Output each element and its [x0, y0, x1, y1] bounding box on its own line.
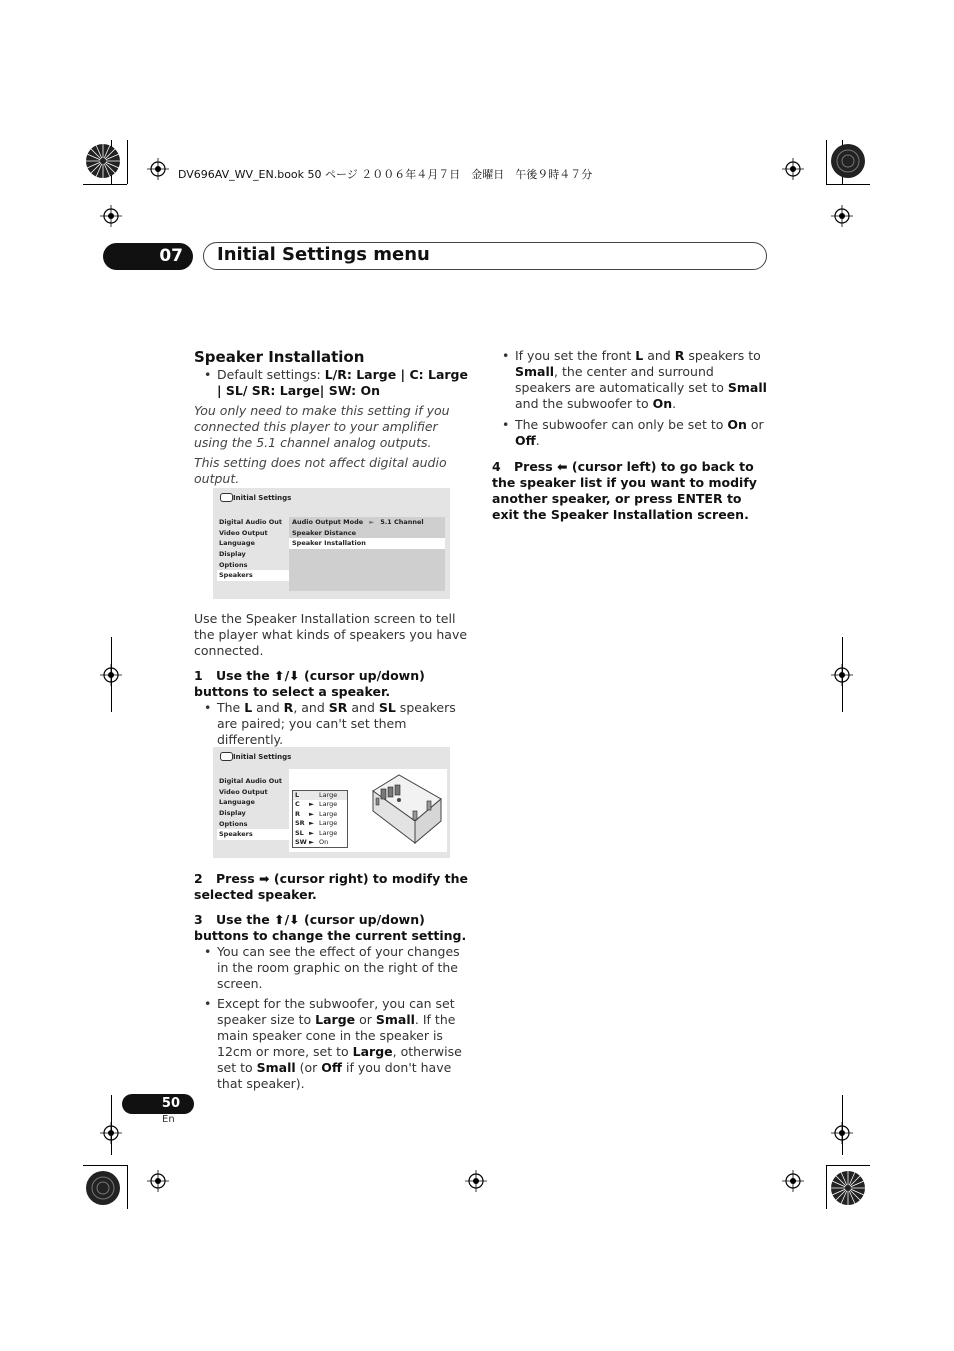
- step-1-bullet: [194, 700, 472, 748]
- text: , otherwise set to: [217, 1044, 462, 1075]
- emph: SL: [378, 700, 396, 715]
- step-4: [492, 459, 768, 523]
- step-text: Use the ⬆/⬇ (cursor up/down) buttons to change the current setting.: [194, 912, 467, 943]
- text: , and: [293, 700, 329, 715]
- emph: Off: [515, 433, 536, 448]
- text: , the center and surround speakers are automatically set to: [515, 364, 728, 395]
- osd-header: Initial Settings: [233, 494, 292, 502]
- crop-mark: [83, 184, 127, 185]
- color-rosette-icon: [830, 143, 866, 179]
- speaker-size: Large: [319, 819, 338, 828]
- speaker-size: On: [319, 837, 329, 846]
- step-2: [194, 871, 472, 903]
- osd-menu: [217, 776, 289, 840]
- speaker-row: [293, 791, 347, 800]
- emph: Off: [321, 1060, 343, 1075]
- speaker-row: [293, 829, 347, 838]
- default-settings-prefix: Default settings:: [217, 367, 325, 382]
- speaker-row: [293, 838, 347, 847]
- text: or: [746, 417, 764, 432]
- osd-panel-item: [289, 517, 445, 528]
- note-digital-audio: This setting does not affect digital audio output.: [194, 455, 447, 486]
- osd-menu-item: Display: [219, 809, 246, 818]
- speaker-size: Large: [319, 809, 338, 818]
- speaker-size: Large: [319, 800, 338, 809]
- osd-screen-speaker-menu: [213, 488, 450, 599]
- text: .: [672, 396, 677, 411]
- right-column: [492, 348, 768, 523]
- text: if you don't have that speaker).: [217, 1060, 452, 1091]
- step-3-bullet-1: • You can see the effect of your changes in the room graphic on the right of the screen.: [194, 944, 472, 992]
- emph: SR: [328, 700, 348, 715]
- osd-menu-item: Language: [219, 798, 255, 807]
- text: . If the main speaker cone in the speaker is 12cm or more, set to: [217, 1012, 456, 1059]
- speaker-row: [293, 800, 347, 809]
- registration-mark-icon: [100, 1122, 122, 1144]
- speaker-channel: R: [295, 809, 301, 818]
- play-arrow-icon: ►: [369, 518, 375, 526]
- speaker-row: [293, 810, 347, 819]
- osd-menu-item: Options: [219, 560, 248, 569]
- osd-panel-item-selected: Speaker Installation: [289, 538, 445, 549]
- crop-mark: [826, 1165, 827, 1209]
- speaker-size: Large: [319, 828, 338, 837]
- step-number: 1: [194, 668, 203, 683]
- step-number: 3: [194, 912, 203, 927]
- osd-panel: [289, 769, 447, 852]
- text: and: [252, 700, 284, 715]
- text: The: [217, 700, 245, 715]
- registration-mark-icon: [782, 158, 804, 180]
- text: Except for the subwoofer, you can set speaker size to: [217, 996, 455, 1027]
- default-settings-values: L/R: Large | C: Large | SL/ SR: Large| SW: On: [217, 367, 468, 398]
- emph: L: [244, 700, 253, 715]
- page-language: En: [162, 1114, 175, 1125]
- crop-mark: [826, 140, 827, 184]
- settings-icon: [220, 493, 233, 502]
- text: If you set the front: [515, 348, 636, 363]
- text: .: [535, 433, 540, 448]
- emph: On: [652, 396, 673, 411]
- text: and the subwoofer to: [515, 396, 653, 411]
- osd-menu-item: Display: [219, 550, 246, 559]
- speaker-table: [292, 790, 348, 848]
- emph: L: [635, 348, 644, 363]
- text: and: [643, 348, 675, 363]
- left-column-continued: [194, 611, 472, 748]
- color-rosette-icon: [830, 1170, 866, 1206]
- play-arrow-icon: ►: [309, 819, 314, 828]
- crop-mark: [127, 1165, 128, 1209]
- osd-menu-item: Language: [219, 539, 255, 548]
- text: speakers to: [684, 348, 761, 363]
- speaker-channel: SR: [295, 819, 305, 828]
- speaker-channel: C: [295, 800, 300, 809]
- play-arrow-icon: [309, 791, 319, 800]
- osd-panel-label: Audio Output Mode: [292, 518, 364, 526]
- text: or: [355, 1012, 376, 1027]
- osd-menu-item: Video Output: [219, 787, 268, 796]
- osd-panel: [289, 517, 445, 591]
- registration-mark-icon: [782, 1170, 804, 1192]
- osd-menu-item: Options: [219, 819, 248, 828]
- speaker-channel: L: [295, 791, 300, 799]
- text: (or: [295, 1060, 322, 1075]
- registration-mark-icon: [147, 1170, 169, 1192]
- step-3: [194, 912, 472, 944]
- registration-mark-icon: [831, 664, 853, 686]
- default-settings: [194, 367, 472, 399]
- emph: Large: [315, 1012, 356, 1027]
- print-info-line: DV696AV_WV_EN.book 50 ページ ２００６年４月７日 金曜日 午後９時４７分: [178, 168, 593, 181]
- left-column: [194, 349, 472, 487]
- emph: On: [727, 417, 747, 432]
- registration-mark-icon: [100, 664, 122, 686]
- emph: Small: [256, 1060, 296, 1075]
- step-text: Press ⬅ (cursor left) to go back to the speaker list if you want to modify another speaker, or press ENTER to exit the Speaker Installation screen.: [492, 459, 757, 522]
- page-title: Initial Settings menu: [217, 244, 430, 265]
- osd-panel-value: 5.1 Channel: [380, 518, 424, 526]
- registration-mark-icon: [831, 205, 853, 227]
- osd-menu-item: Digital Audio Out: [219, 777, 283, 785]
- play-arrow-icon: ►: [309, 809, 314, 818]
- crop-mark: [826, 1165, 870, 1166]
- chapter-number-badge: 07: [103, 243, 193, 270]
- step-1: [194, 668, 472, 700]
- registration-mark-icon: [831, 1122, 853, 1144]
- speaker-channel: SL: [295, 828, 304, 837]
- text: The subwoofer can only be set to: [515, 417, 728, 432]
- registration-mark-icon: [100, 205, 122, 227]
- right-bullet-1: [492, 348, 768, 412]
- page-number-badge: 50: [122, 1094, 194, 1114]
- osd-menu: [217, 517, 289, 581]
- note-analog-outputs: You only need to make this setting if you connected this player to your amplifier using the 5.1 channel analog outputs.: [194, 403, 450, 450]
- osd-panel-item: Speaker Distance: [292, 528, 357, 537]
- step-3-bullet-2: [194, 996, 472, 1092]
- text: speakers are paired; you can't set them differently.: [217, 700, 456, 747]
- emph: Small: [727, 380, 767, 395]
- emph: R: [674, 348, 685, 363]
- section-title: Speaker Installation: [194, 348, 365, 366]
- speaker-row: [293, 819, 347, 828]
- text: and: [347, 700, 379, 715]
- step-text: Press ➡ (cursor right) to modify the selected speaker.: [194, 871, 468, 902]
- osd-screen-speaker-installation: [213, 747, 450, 858]
- emph: Small: [515, 364, 555, 379]
- intro-paragraph: Use the Speaker Installation screen to tell the player what kinds of speakers you have connected.: [194, 611, 468, 658]
- registration-mark-icon: [147, 158, 169, 180]
- color-rosette-icon: [85, 143, 121, 179]
- osd-header: Initial Settings: [233, 753, 292, 761]
- right-bullet-2: [492, 417, 768, 449]
- settings-icon: [220, 752, 233, 761]
- speaker-size: Large: [319, 791, 338, 799]
- color-rosette-icon: [85, 1170, 121, 1206]
- play-arrow-icon: ►: [309, 800, 314, 809]
- step-number: 4: [492, 459, 501, 474]
- crop-mark: [826, 184, 870, 185]
- room-speaker-graphic-icon: [369, 771, 445, 849]
- osd-menu-item: Digital Audio Out: [219, 518, 283, 526]
- speaker-channel: SW: [295, 837, 307, 846]
- registration-mark-icon: [465, 1170, 487, 1192]
- crop-mark: [127, 140, 128, 184]
- osd-menu-item: Video Output: [219, 528, 268, 537]
- emph: R: [283, 700, 294, 715]
- step-text: Use the ⬆/⬇ (cursor up/down) buttons to select a speaker.: [194, 668, 425, 699]
- step-number: 2: [194, 871, 203, 886]
- osd-menu-item-selected: Speakers: [217, 829, 289, 840]
- left-column-steps: [194, 871, 472, 1092]
- play-arrow-icon: ►: [309, 837, 314, 846]
- crop-mark: [83, 1165, 127, 1166]
- osd-menu-item-selected: Speakers: [217, 570, 289, 581]
- emph: Small: [375, 1012, 415, 1027]
- emph: Large: [352, 1044, 393, 1059]
- play-arrow-icon: ►: [309, 828, 314, 837]
